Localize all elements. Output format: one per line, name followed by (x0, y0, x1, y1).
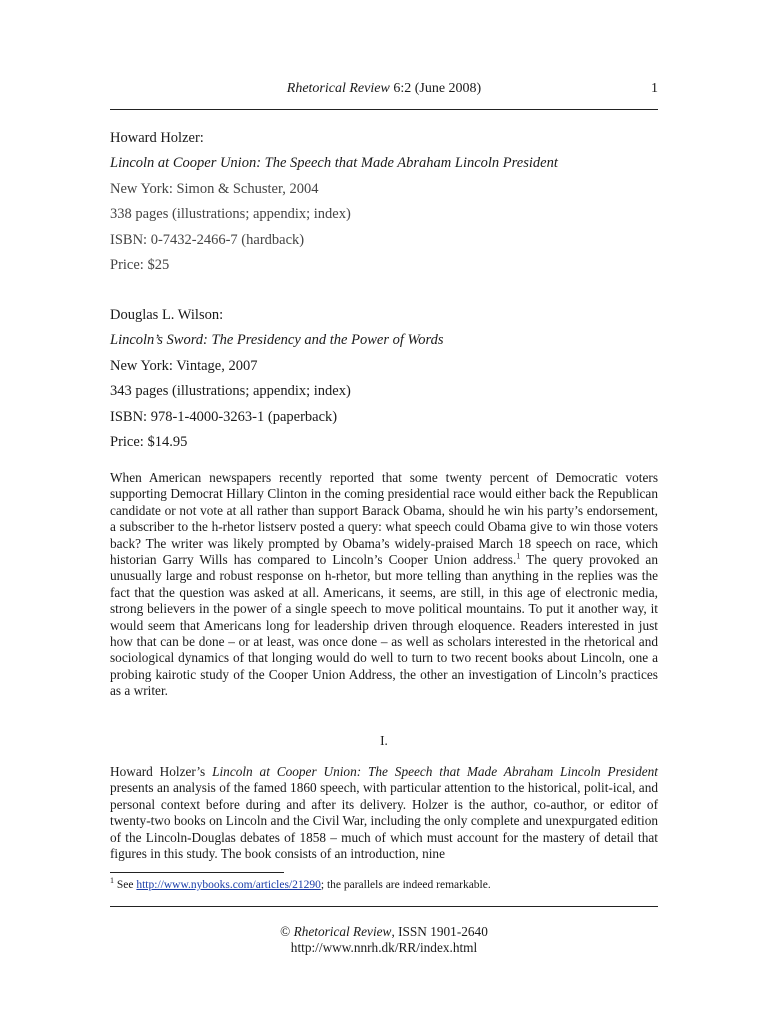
journal-name: Rhetorical Review (286, 81, 390, 96)
copyright-line (110, 924, 658, 940)
book-title: Lincoln’s Sword: The Presidency and the Power of Words (110, 332, 444, 349)
intro-text-after-note: The query provoked an unusually large and robust response on h-rhetor, but more telling than anything in the replies was the fact that the question was asked at all. Americans, it seems, are still, in this age of electronic media, strong believers in the power of a single speech to move political mountains. To put it another way, it would seem that Americans long for leadership driven through eloquence. Readers interested in just how that can be done – or at least, was once done – as well as scholars interested in the rhetorical and sociological dynamics of that longing would do well to turn to two recent books about Lincoln, one a probing kairotic study of the Cooper Union Address, the other an investigation of Lincoln’s practices as a writer. (110, 552, 658, 699)
footnote-marker: 1 (110, 876, 114, 886)
footnote-reference[interactable]: 1 (516, 551, 521, 561)
colophon (110, 924, 658, 956)
book-pages: 338 pages (illustrations; appendix; index) (110, 206, 351, 223)
book-entry-holzer (110, 126, 658, 278)
section-text: presents an analysis of the famed 1860 speech, with particular attention to the historical, polit-ical, and personal context before during and after its delivery. Holzer is the author, co-author, or editor of twenty-two books on Lincoln and the Civil War, including the only complete and unexpurgated edition of the Lincoln-Douglas debates of 1858 – much of which must account for the mastery of detail that figures in this study. The book consists of an introduction, nine (110, 780, 658, 862)
footnote-rule (110, 872, 284, 873)
journal-citation (110, 80, 658, 98)
section-paragraph (110, 764, 658, 862)
book-entry-wilson (110, 303, 658, 455)
running-header (110, 80, 658, 98)
book-pages: 343 pages (illustrations; appendix; index) (110, 383, 351, 400)
book-publisher: New York: Simon & Schuster, 2004 (110, 180, 319, 197)
book-price: Price: $14.95 (110, 434, 188, 451)
document-page (110, 0, 658, 1024)
book-author: Douglas L. Wilson: (110, 307, 224, 323)
book-author: Howard Holzer: (110, 130, 204, 146)
footer-rule (110, 906, 658, 907)
issue-info: 6:2 (June 2008) (389, 81, 482, 96)
book-isbn: ISBN: 0-7432-2466-7 (hardback) (110, 231, 305, 248)
book-publisher: New York: Vintage, 2007 (110, 357, 258, 374)
header-rule (110, 109, 658, 110)
copyright-symbol: © (280, 924, 294, 939)
colophon-url[interactable]: http://www.nnrh.dk/RR/index.html (290, 940, 478, 955)
footnote-text: ; the parallels are indeed remarkable. (320, 879, 491, 891)
page-number: 1 (651, 81, 658, 96)
section-lead: Howard Holzer’s (110, 764, 213, 779)
footnote (110, 878, 658, 892)
colophon-issn: , ISSN 1901-2640 (391, 924, 488, 939)
intro-text-before-note: When American newspapers recently reported that some twenty percent of Democratic voters supporting Democrat Hillary Clinton in the coming presidential race would either back the Republican candidate or not vote at all rather than support Barack Obama, should he win his party’s endorsement, a subscriber to the h-rhetor listserv posted a query: what speech could Obama give to win those voters back? The writer was likely prompted by Obama’s widely-praised March 18 speech on race, which historian Garry Wills has compared to Lincoln’s Cooper Union address. (110, 470, 658, 568)
footnote-link[interactable]: http://www.nybooks.com/articles/21290 (136, 879, 321, 891)
section-heading: I. (380, 733, 388, 748)
book-isbn: ISBN: 978-1-4000-3263-1 (paperback) (110, 408, 338, 425)
colophon-journal: Rhetorical Review (293, 924, 392, 939)
footnote-see: See (114, 879, 137, 891)
intro-paragraph (110, 470, 658, 700)
section-book-title: Lincoln at Cooper Union: The Speech that Made Abraham Lincoln President (212, 764, 658, 779)
book-price: Price: $25 (110, 257, 170, 274)
book-title: Lincoln at Cooper Union: The Speech that Made Abraham Lincoln President (110, 155, 558, 172)
